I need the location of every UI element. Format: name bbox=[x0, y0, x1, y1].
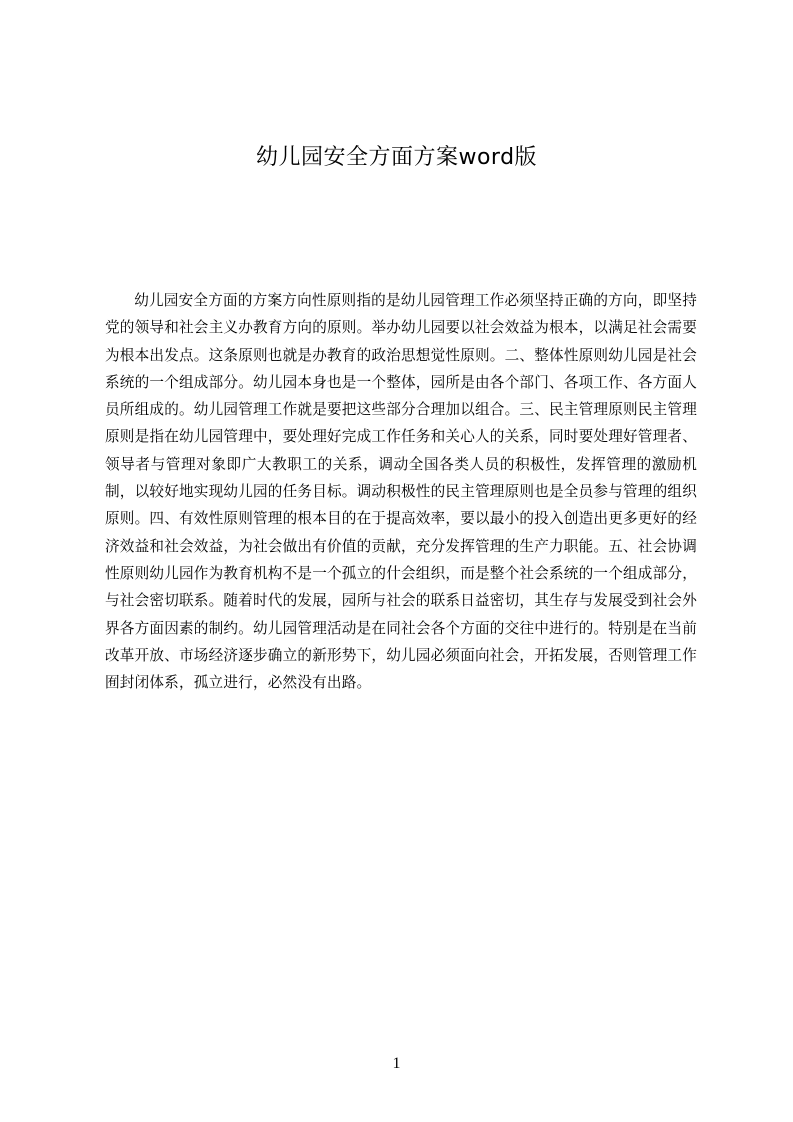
document-title: 幼儿园安全方面方案word版 bbox=[255, 145, 538, 170]
body-paragraph: 幼儿园安全方面的方案方向性原则指的是幼儿园管理工作必须坚持正确的方向，即坚持党的领导和社会主义办教育方向的原则。举办幼儿园要以社会效益为根本，以满足社会需要为根本出发点。这条原则也就是办教育的政治思想觉性原则。二、整体性原则幼儿园是社会系统的一个组成部分。幼儿园本身也是一个整体，园所是由各个部门、各项工作、各方面人员所组成的。幼儿园管理工作就是要把这些部分合理加以组合。三、民主管理原则民主管理原则是指在幼儿园管理中，要处理好完成工作任务和关心人的关系，同时要处理好管理者、领导者与管理对象即广大教职工的关系，调动全国各类人员的积极性，发挥管理的激励机制，以较好地实现幼儿园的任务目标。调动积极性的民主管理原则也是全员参与管理的组织原则。四、有效性原则管理的根本目的在于提高效率，要以最小的投入创造出更多更好的经济效益和社会效益，为社会做出有价值的贡献，充分发挥管理的生产力职能。五、社会协调性原则幼儿园作为教育机构不是一个孤立的什会组织，而是整个社会系统的一个组成部分，与社会密切联系。随着时代的发展，园所与社会的联系日益密切，其生存与发展受到社会外界各方面因素的制约。幼儿园管理活动是在同社会各个方面的交往中进行的。特别是在当前改革开放、市场经济逐步确立的新形势下，幼儿园必须面向社会，开拓发展，否则管理工作囿封闭体系，孤立进行，必然没有出路。 bbox=[105, 292, 697, 692]
page-number: 1 bbox=[392, 1055, 401, 1072]
